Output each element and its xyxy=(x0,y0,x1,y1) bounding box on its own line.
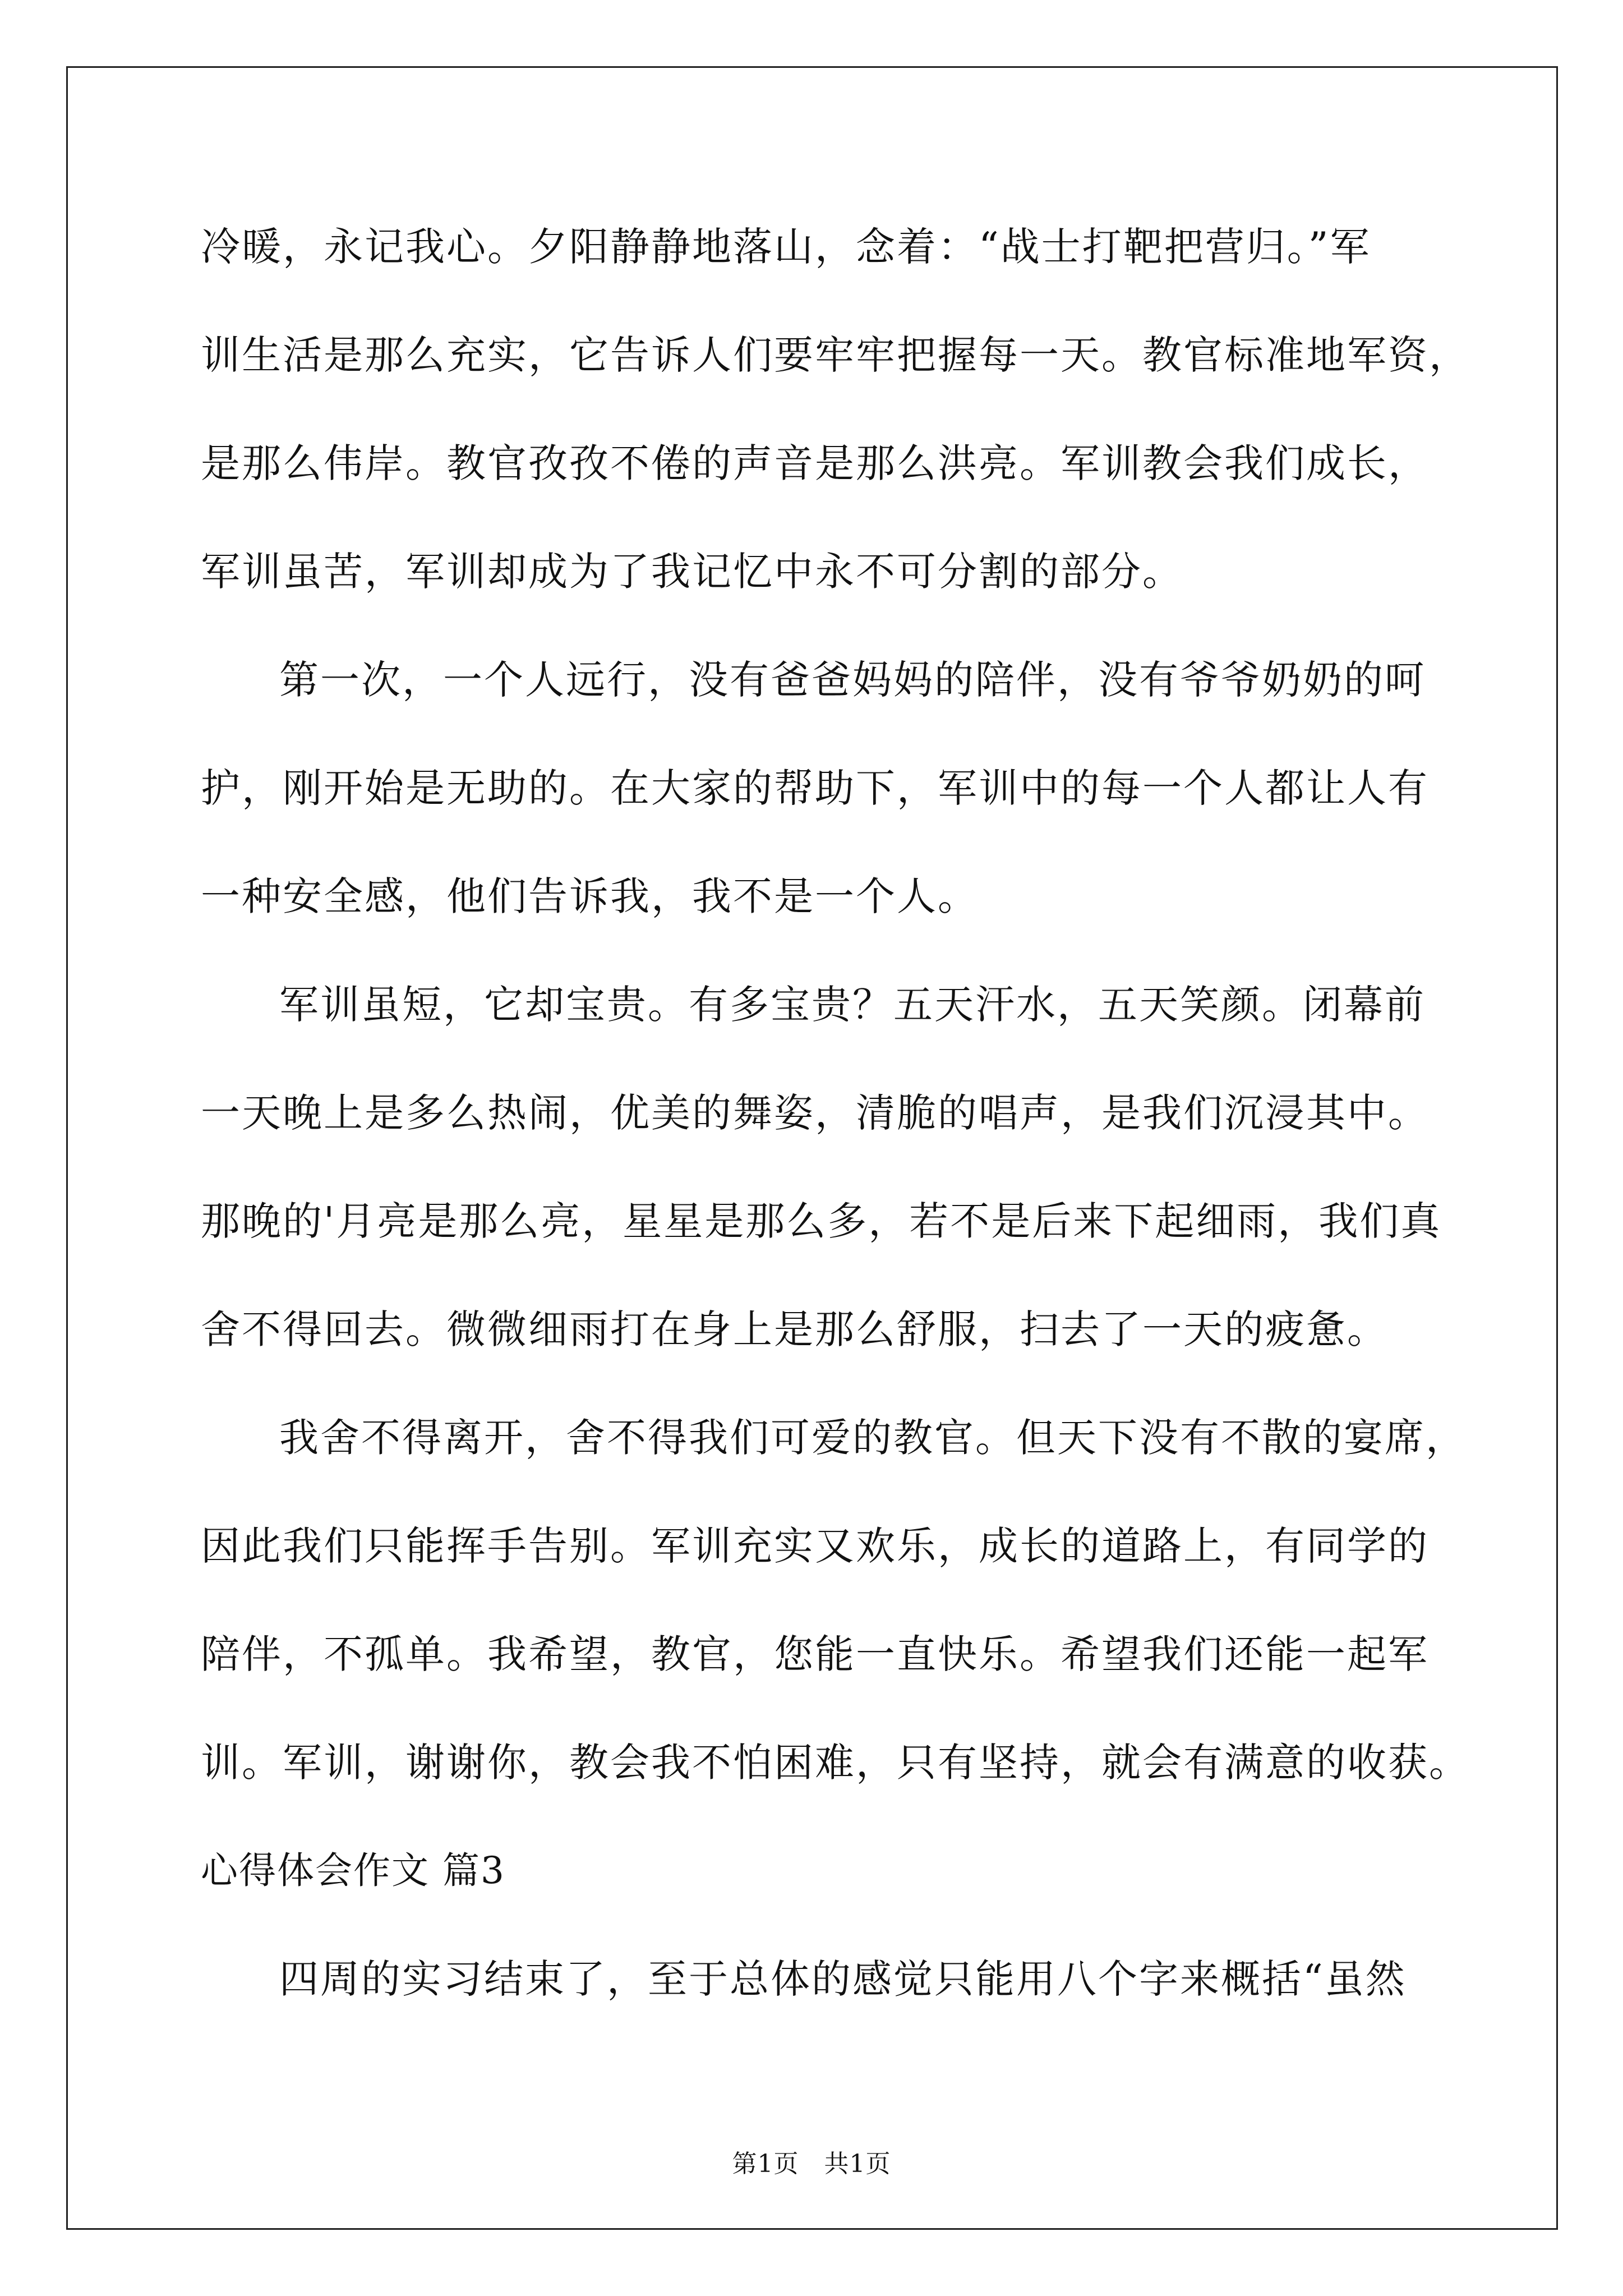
text-line: 训。军训，谢谢你，教会我不怕困难，只有坚持，就会有满意的收获。 xyxy=(201,1740,1470,1786)
text-line: 护，刚开始是无助的。在大家的帮助下，军训中的每一个人都让人有 xyxy=(201,765,1429,811)
text-line: 陪伴，不孤单。我希望，教官，您能一直快乐。希望我们还能一起军 xyxy=(201,1631,1429,1677)
paragraph-first-line: 四周的实习结束了，至于总体的感觉只能用八个字来概括“虽然 xyxy=(279,1956,1407,2002)
page-footer: 第1页 共1页 xyxy=(732,2150,891,2178)
text-line: 因此我们只能挥手告别。军训充实又欢乐，成长的道路上，有同学的 xyxy=(201,1523,1429,1569)
document-body xyxy=(201,213,1470,2054)
text-line: 训生活是那么充实，它告诉人们要牢牢把握每一天。教官标准地军资， xyxy=(201,332,1470,378)
text-line: 一天晚上是多么热闹，优美的舞姿，清脆的唱声，是我们沉浸其中。 xyxy=(201,1090,1429,1136)
text-line: 舍不得回去。微微细雨打在身上是那么舒服，扫去了一天的疲惫。 xyxy=(201,1306,1388,1352)
paragraph-first-line: 我舍不得离开，舍不得我们可爱的教官。但天下没有不散的宴席， xyxy=(279,1415,1467,1461)
paragraph-first-line: 第一次，一个人远行，没有爸爸妈妈的陪伴，没有爷爷奶奶的呵 xyxy=(279,657,1426,703)
text-line: 军训虽苦，军训却成为了我记忆中永不可分割的部分。 xyxy=(201,549,1183,595)
paragraph-first-line: 军训虽短，它却宝贵。有多宝贵？五天汗水，五天笑颜。闭幕前 xyxy=(279,982,1426,1028)
text-line: 一种安全感，他们告诉我，我不是一个人。 xyxy=(201,873,979,919)
section-heading: 心得体会作文 篇3 xyxy=(201,1849,505,1892)
text-line: 那晚的'月亮是那么亮，星星是那么多，若不是后来下起细雨，我们真 xyxy=(201,1198,1442,1244)
text-line: 冷暖，永记我心。夕阳静静地落山，念着：“战士打靶把营归。”军 xyxy=(201,224,1371,270)
text-line: 是那么伟岸。教官孜孜不倦的声音是那么洪亮。军训教会我们成长， xyxy=(201,440,1429,486)
